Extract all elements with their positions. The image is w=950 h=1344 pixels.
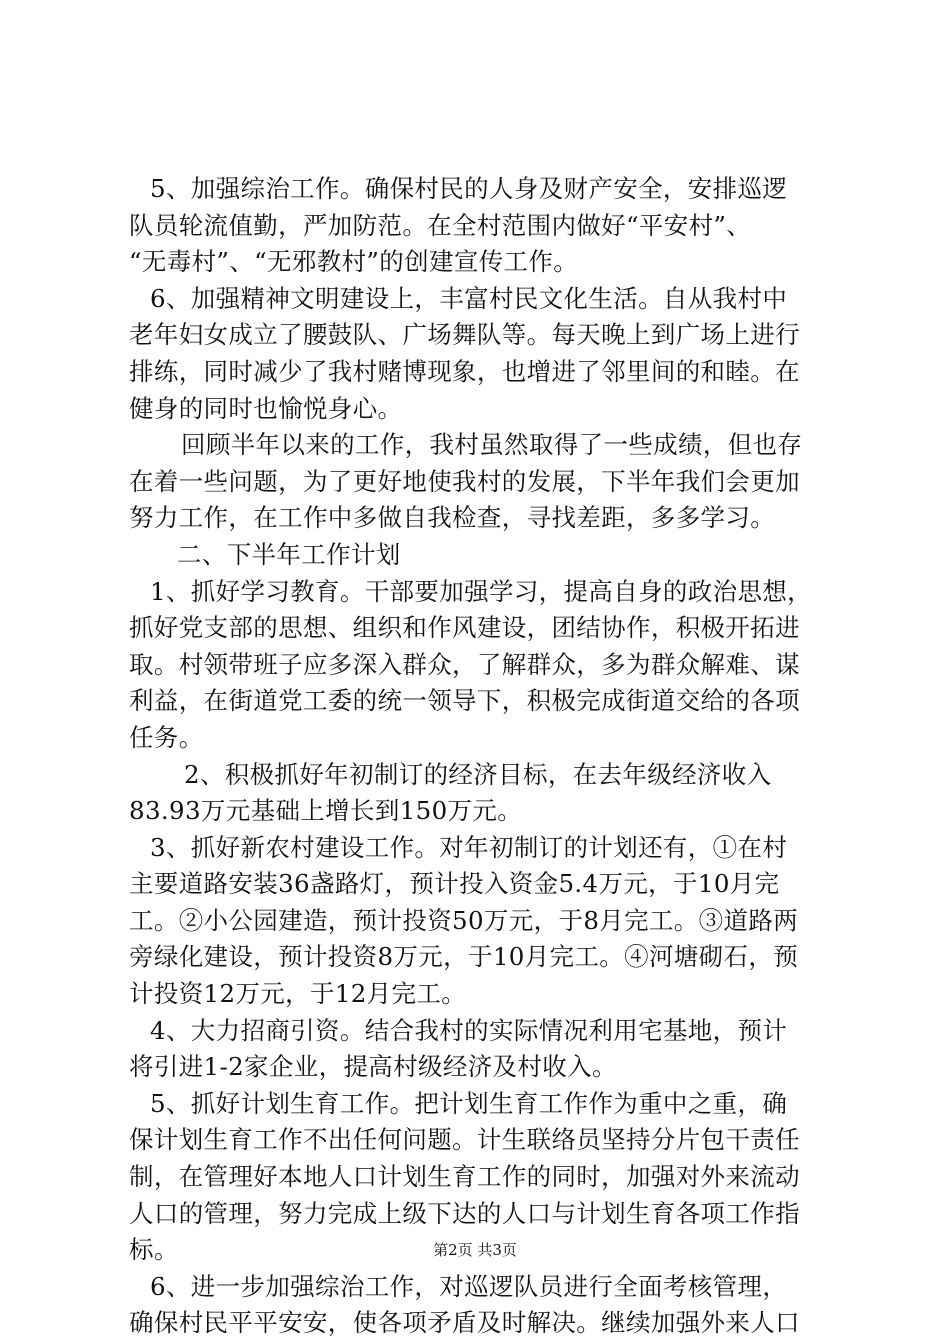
document-body bbox=[129, 171, 829, 1342]
text-line: 主要道路安装36盏路灯，预计投入资金5.4万元，于10月完 bbox=[129, 869, 780, 899]
text-line: 83.93万元基础上增长到150万元。 bbox=[129, 796, 523, 826]
text-line: 工。②小公园建造，预计投资50万元，于8月完工。③道路两 bbox=[129, 905, 799, 935]
text-line: 5、抓好计划生育工作。把计划生育工作作为重中之重，确 bbox=[150, 1088, 788, 1118]
text-line: 取。村领带班子应多深入群众，了解群众，多为群众解难、谋 bbox=[129, 649, 800, 679]
text-line: 保计划生育工作不出任何问题。计生联络员坚持分片包干责任 bbox=[129, 1125, 800, 1155]
text-line: 利益，在街道党工委的统一领导下，积极完成街道交给的各项 bbox=[129, 686, 800, 716]
text-line: 3、抓好新农村建设工作。对年初制订的计划还有，①在村 bbox=[150, 832, 788, 862]
text-line: 努力工作，在工作中多做自我检查，寻找差距，多多学习。 bbox=[129, 503, 776, 533]
text-line: 排练，同时减少了我村赌博现象，也增进了邻里间的和睦。在 bbox=[129, 356, 800, 386]
text-line: “无毒村”、“无邪教村”的创建宣传工作。 bbox=[129, 247, 579, 277]
text-line: 5、加强综治工作。确保村民的人身及财产安全，安排巡逻 bbox=[150, 174, 788, 203]
text-line: 将引进1-2家企业，提高村级经济及村收入。 bbox=[129, 1052, 617, 1082]
text-line: 抓好党支部的思想、组织和作风建设，团结协作，积极开拓进 bbox=[129, 613, 800, 643]
text-line: 队员轮流值勤，严加防范。在全村范围内做好“平安村”、 bbox=[129, 210, 752, 240]
text-line: 1、抓好学习教育。干部要加强学习，提高自身的政治思想， bbox=[150, 576, 813, 606]
text-line: 人口的管理，努力完成上级下达的人口与计划生育各项工作指 bbox=[129, 1198, 800, 1228]
text-line: 6、进一步加强综治工作，对巡逻队员进行全面考核管理， bbox=[150, 1271, 788, 1301]
text-line: 2、积极抓好年初制订的经济目标，在去年级经济收入 bbox=[184, 759, 772, 789]
text-line: 二、下半年工作计划 bbox=[177, 539, 401, 569]
text-line: 制，在管理好本地人口计划生育工作的同时，加强对外来流动 bbox=[129, 1162, 800, 1192]
text-line: 标。 bbox=[129, 1235, 179, 1265]
text-line: 旁绿化建设，预计投资8万元，于10月完工。④河塘砌石，预 bbox=[129, 942, 799, 972]
text-line: 4、大力招商引资。结合我村的实际情况利用宅基地，预计 bbox=[150, 1015, 788, 1045]
text-line: 计投资12万元，于12月完工。 bbox=[129, 979, 467, 1009]
text-line: 确保村民平平安安，使各项矛盾及时解决。继续加强外来人口 bbox=[129, 1308, 800, 1338]
text-line: 健身的同时也愉悦身心。 bbox=[129, 393, 403, 423]
text-line: 老年妇女成立了腰鼓队、广场舞队等。每天晚上到广场上进行 bbox=[129, 320, 800, 350]
text-line: 回顾半年以来的工作，我村虽然取得了一些成绩，但也存 bbox=[181, 430, 803, 460]
page-footer: 第2页 共3页 bbox=[433, 1241, 517, 1259]
text-line: 6、加强精神文明建设上，丰富村民文化生活。自从我村中 bbox=[150, 283, 788, 313]
text-line: 任务。 bbox=[129, 722, 204, 752]
text-line: 在着一些问题，为了更好地使我村的发展，下半年我们会更加 bbox=[129, 466, 800, 496]
